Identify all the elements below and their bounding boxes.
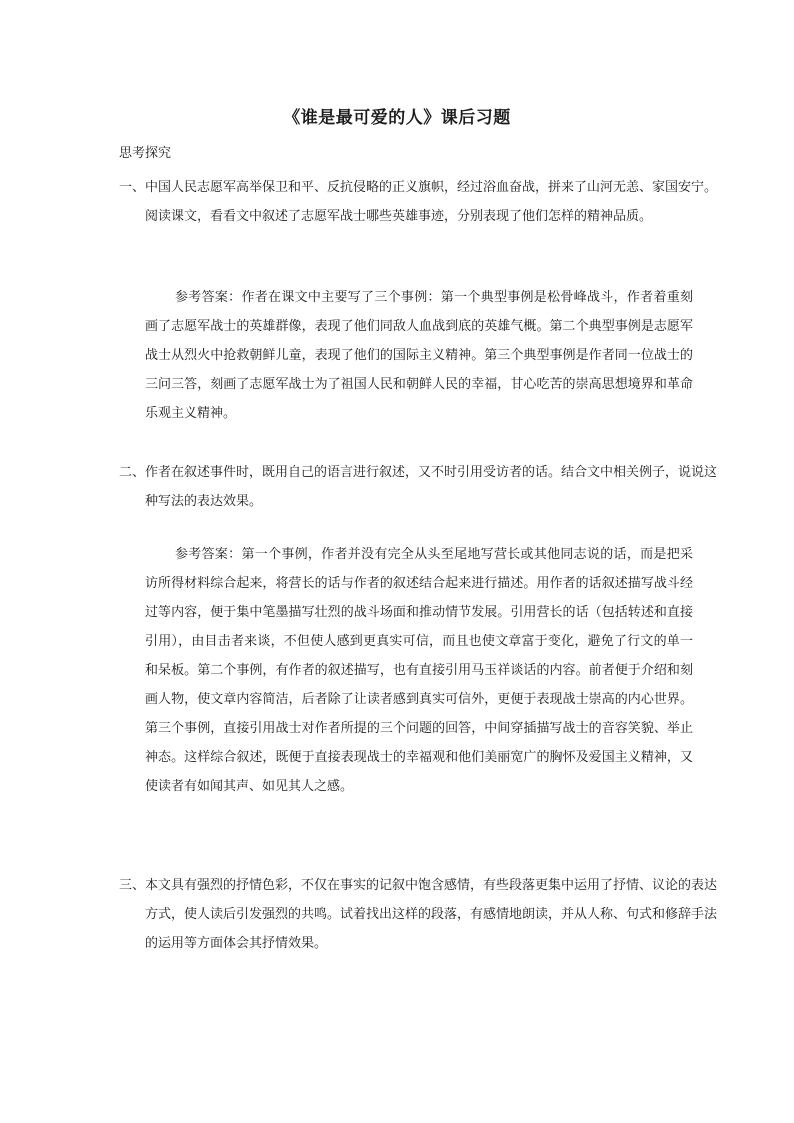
section-label: 思考探究: [119, 146, 172, 161]
answer-1: 参考答案：作者在课文中主要写了三个事例：第一个典型事例是松骨峰战斗，作者着重刻画了志愿军战士的英雄群像，表现了他们同敌人血战到底的英雄气概。第二个典型事例是志愿军战士从烈火中抢救朝鲜儿童，表现了他们的国际主义精神。第三个典型事例是作者同一位战士的三问三答，刻画了志愿军战士为了祖国人民和朝鲜人民的幸福，甘心吃苦的崇高思想境界和革命乐观主义精神。: [145, 290, 693, 421]
question-3: 三、本文具有强烈的抒情色彩，不仅在事实的记叙中饱含感情，有些段落更集中运用了抒情、议论的表达方式，使人读后引发强烈的共鸣。试着找出这样的段落，有感情地朗读，并从人称、句式和修辞手法的运用等方面体会其抒情效果。: [119, 878, 718, 951]
question-2: 二、作者在叙述事件时，既用自己的语言进行叙述，又不时引用受访者的话。结合文中相关例子，说说这种写法的表达效果。: [119, 465, 718, 509]
document-title: 《谁是最可爱的人》课后习题: [283, 108, 511, 128]
question-1: 一、中国人民志愿军高举保卫和平、反抗侵略的正义旗帜，经过浴血奋战，拼来了山河无恙、家国安宁。阅读课文，看看文中叙述了志愿军战士哪些英雄事迹，分别表现了他们怎样的精神品质。: [119, 180, 718, 224]
answer-2: 参考答案：第一个事例，作者并没有完全从头至尾地写营长或其他同志说的话，而是把采访所得材料综合起来，将营长的话与作者的叙述结合起来进行描述。用作者的话叙述描写战斗经过等内容，便于集中笔墨描写壮烈的战斗场面和推动情节发展。引用营长的话（包括转述和直接引用），由目击者来谈，不但使人感到更真实可信，而且也使文章富于变化，避免了行文的单一和呆板。第二个事例，有作者的叙述描写，也有直接引用马玉祥谈话的内容。前者便于介绍和刻画人物，使文章内容简洁，后者除了让读者感到真实可信外，更便于表现战士崇高的内心世界。第三个事例，直接引用战士对作者所提的三个问题的回答，中间穿插描写战士的音容笑貌、举止神态。这样综合叙述，既便于直接表现战士的幸福观和他们美丽宽广的胸怀及爱国主义精神，又使读者有如闻其声、如见其人之感。: [145, 547, 693, 794]
